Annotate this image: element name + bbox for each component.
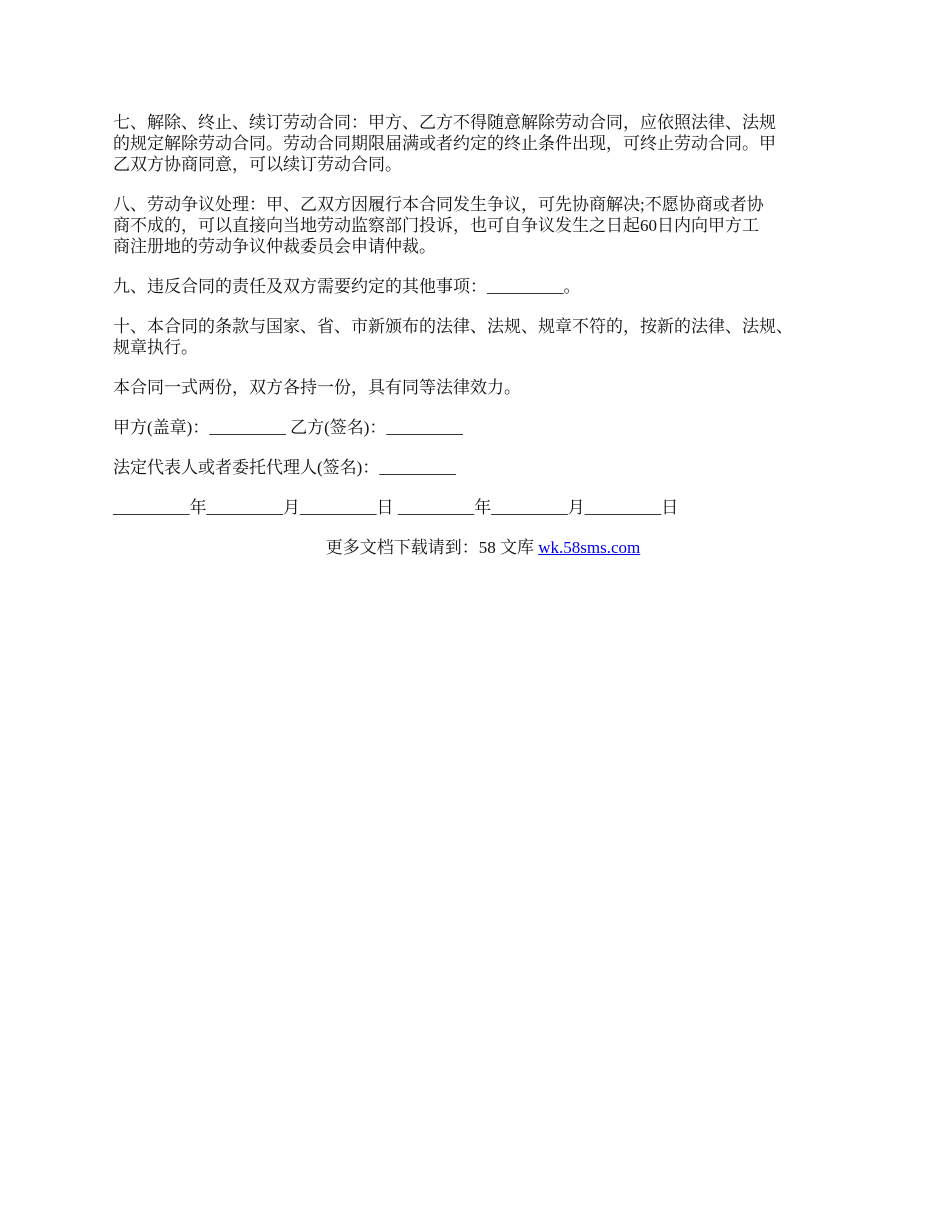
- date-line: [113, 497, 853, 518]
- document-body: [113, 112, 853, 558]
- section-8-line-2: 商不成的，可以直接向当地劳动监察部门投诉，也可自争议发生之日起60日内向甲方工: [113, 216, 759, 235]
- section-8-paragraph: [113, 194, 853, 257]
- section-10-line-1: 十、本合同的条款与国家、省、市新颁布的法律、法规、规章不符的，按新的法律、法规、: [113, 317, 793, 336]
- section-9-paragraph: [113, 276, 853, 297]
- copies-statement: [113, 377, 853, 398]
- copies-line: 本合同一式两份，双方各持一份，具有同等法律效力。: [113, 378, 521, 397]
- section-7-line-1: 七、解除、终止、续订劳动合同：甲方、乙方不得随意解除劳动合同，应依照法律、法规: [113, 113, 776, 132]
- section-9-line: 九、违反合同的责任及双方需要约定的其他事项：_________。: [113, 277, 581, 296]
- signature-text: 甲方(盖章)：_________ 乙方(签名)：_________: [113, 418, 463, 437]
- section-8-line-3: 商注册地的劳动争议仲裁委员会申请仲裁。: [113, 237, 436, 256]
- section-10-paragraph: [113, 316, 853, 358]
- representative-signature-line: [113, 457, 853, 478]
- footer-prefix: 更多文档下载请到：58 文库: [325, 538, 539, 557]
- section-7-line-2: 的规定解除劳动合同。劳动合同期限届满或者约定的终止条件出现，可终止劳动合同。甲: [113, 134, 776, 153]
- download-footer: [113, 537, 853, 558]
- signature-line: [113, 417, 853, 438]
- section-7-line-3: 乙双方协商同意，可以续订劳动合同。: [113, 155, 402, 174]
- date-text: _________年_________月_________日 _________年_________月_________日: [113, 498, 679, 517]
- footer-link[interactable]: wk.58sms.com: [538, 538, 641, 557]
- section-7-paragraph: [113, 112, 853, 175]
- section-8-line-1: 八、劳动争议处理：甲、乙双方因履行本合同发生争议，可先协商解决;不愿协商或者协: [113, 195, 764, 214]
- representative-text: 法定代表人或者委托代理人(签名)：_________: [113, 458, 456, 477]
- section-10-line-2: 规章执行。: [113, 338, 198, 357]
